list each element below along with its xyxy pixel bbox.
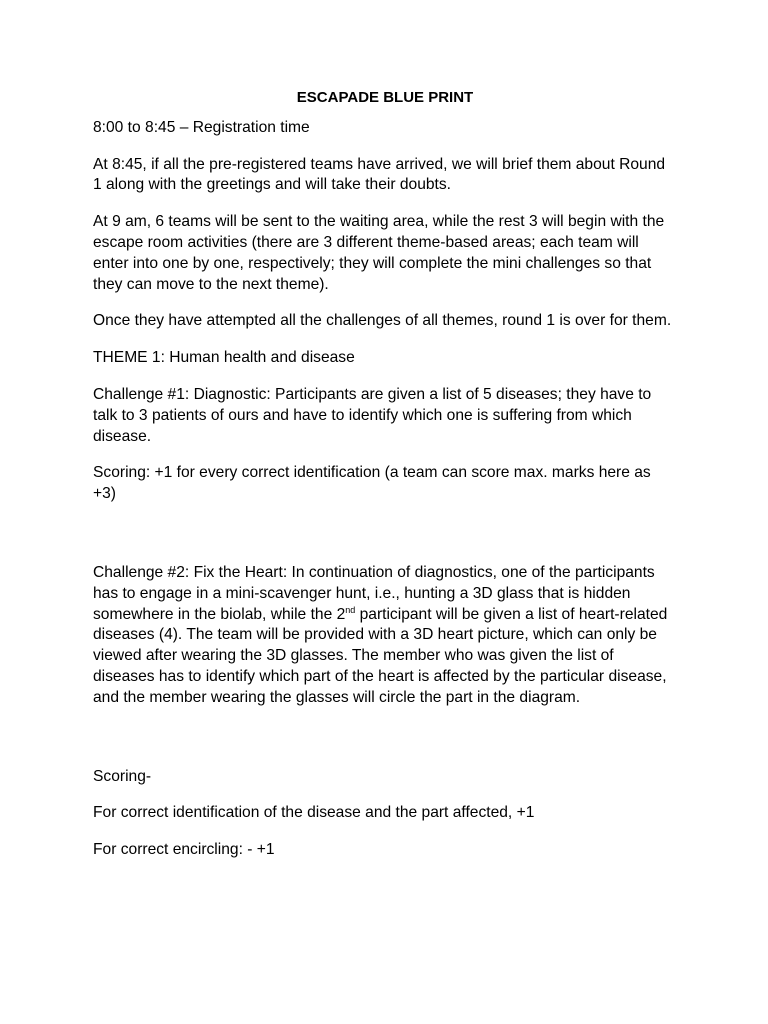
scoring1-paragraph: Scoring: +1 for every correct identification (a team can score max. marks here as +3) — [93, 464, 651, 503]
challenge2-paragraph — [93, 563, 677, 709]
challenge2-text-end: participant will be given a list of heart-related diseases (4). The team will be provided with a 3D heart picture, which can only be viewed after wearing the 3D glasses. The member who was given the list of diseases has to identify which part of the heart is affected by the particular disease, and the member wearing the glasses will circle the part in the diagram. — [93, 605, 668, 706]
blank-spacer — [93, 521, 677, 563]
registration-paragraph: 8:00 to 8:45 – Registration time — [93, 118, 310, 136]
challenge2-text-start: Challenge #2: Fix the Heart: In continuation of diagnostics, one of the participants has to engage in a mini-scavenger hunt, i.e., hunting a 3D glass that is hidden somewhere in the biolab, while the 2 — [93, 563, 655, 623]
scoring2b-paragraph: For correct encircling: - +1 — [93, 841, 275, 859]
ordinal-superscript: nd — [345, 604, 356, 615]
theme1-heading: THEME 1: Human health and disease — [93, 349, 355, 367]
briefing-paragraph: At 8:45, if all the pre-registered teams have arrived, we will brief them about Round 1 along with the greetings and will take their doubts. — [93, 155, 666, 194]
scoring-heading: Scoring- — [93, 767, 152, 785]
nine-am-paragraph: At 9 am, 6 teams will be sent to the waiting area, while the rest 3 will begin with the escape room activities (there are 3 different theme-based areas; each team will enter into one by one, respectively; they will complete the mini challenges so that they can move to the next theme). — [93, 213, 665, 293]
document-title: ESCAPADE BLUE PRINT — [296, 89, 474, 106]
scoring2a-paragraph: For correct identification of the disease and the part affected, +1 — [93, 804, 535, 822]
document-body — [93, 88, 677, 877]
challenge1-paragraph: Challenge #1: Diagnostic: Participants are given a list of 5 diseases; they have to talk to 3 patients of ours and have to identify which one is suffering from which disease. — [93, 385, 652, 445]
round-over-paragraph: Once they have attempted all the challenges of all themes, round 1 is over for them. — [93, 312, 672, 330]
blank-spacer — [93, 725, 677, 767]
